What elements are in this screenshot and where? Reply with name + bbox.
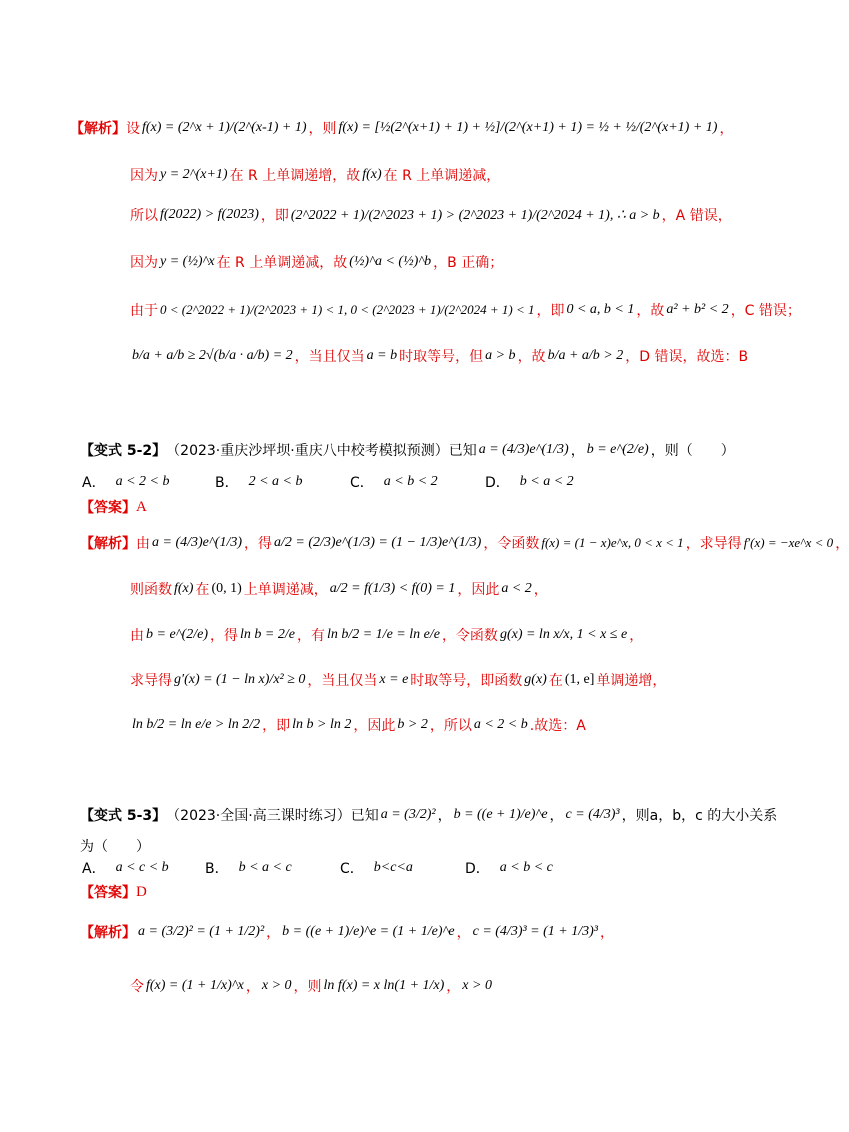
text: ，则 — [293, 979, 322, 995]
text: ，有 — [296, 628, 325, 644]
option-text: b < a < 2 — [519, 474, 574, 489]
text: 上单调递减， — [243, 582, 328, 598]
variant-5-2-stem — [80, 440, 735, 460]
text: ， — [719, 121, 734, 137]
formula: a/2 = (2/3)e^(1/3) = (1 − 1/3)e^(1/3) — [274, 535, 482, 550]
formula: g(x) = ln x/x, 1 < x ≤ e — [499, 627, 628, 642]
text: .故选：A — [529, 718, 586, 734]
option-label: D． — [485, 475, 510, 491]
formula: c = (4/3)³ = (1 + 1/3)³ — [472, 924, 598, 939]
answer-label: 【答案】 — [80, 885, 136, 901]
formula: x > 0 — [462, 978, 492, 993]
text: ， — [456, 925, 471, 941]
formula: ln b/2 = 1/e = ln e/e — [326, 627, 440, 642]
text: ，因此 — [353, 718, 396, 734]
formula: y = 2^(x+1) — [160, 167, 228, 182]
text: 在 R 上单调递减，故 — [216, 255, 348, 271]
formula: b/a + a/b ≥ 2√(b/a · a/b) = 2 — [132, 348, 293, 363]
text: ，故 — [636, 303, 665, 319]
variant-source: （2023·全国·高三课时练习）已知 — [166, 808, 379, 824]
text: ，令函数 — [483, 536, 540, 552]
text: ， — [549, 808, 564, 824]
option-text: a < c < b — [115, 860, 169, 875]
text: 设 — [126, 121, 140, 137]
option-label: A． — [82, 861, 106, 877]
text: 在 R 上单调递减， — [383, 168, 501, 184]
formula: 0 < a, b < 1 — [566, 302, 635, 317]
formula: x = e — [379, 672, 409, 687]
text: ， — [629, 628, 644, 644]
analysis-line-6 — [130, 346, 748, 366]
formula: a > b — [485, 348, 516, 363]
text: 在 — [548, 673, 563, 689]
analysis-line-5 — [130, 300, 801, 320]
formula: ln b/2 = ln e/e > ln 2/2 — [132, 717, 261, 732]
text: 所以 — [130, 208, 158, 224]
formula: x > 0 — [261, 978, 292, 993]
text: ，当且仅当 — [294, 349, 365, 365]
formula: (0, 1) — [211, 581, 242, 596]
option-b[interactable] — [205, 858, 294, 878]
option-label: B． — [215, 475, 239, 491]
formula: f(2022) > f(2023) — [160, 207, 259, 222]
text: ，则a，b，c 的大小关系 — [621, 808, 778, 824]
v52-analysis-line-1 — [80, 533, 849, 553]
formula: f(x) = (1 + 1/x)^x — [146, 978, 244, 993]
formula: b = e^(2/e) — [146, 627, 208, 642]
formula: a = (3/2)² = (1 + 1/2)² — [138, 924, 265, 939]
formula: ln b = 2/e — [240, 627, 295, 642]
v53-analysis-line-2 — [130, 976, 494, 996]
variant-source: （2023·重庆沙坪坝·重庆八中校考模拟预测）已知 — [166, 443, 477, 459]
v53-analysis-line-1 — [80, 922, 614, 942]
text: ，即 — [260, 208, 289, 224]
formula: f(x) = (1 − x)e^x, 0 < x < 1 — [541, 535, 684, 550]
text: ， — [600, 925, 614, 941]
text: ，D 错误，故选：B — [625, 349, 749, 365]
option-text: 2 < a < b — [248, 474, 303, 489]
formula: f(x) = [½(2^(x+1) + 1) + ½]/(2^(x+1) + 1) = ½ + ½/(2^(x+1) + 1) — [338, 120, 718, 135]
formula: b > 2 — [397, 717, 428, 732]
text: ，B 正确； — [433, 255, 504, 271]
variant-5-3-stem-cont — [80, 836, 150, 856]
option-a[interactable] — [82, 858, 171, 878]
text: ，得 — [244, 536, 272, 552]
analysis-label: 【解析】 — [80, 536, 136, 552]
text: ， — [245, 979, 260, 995]
formula: a/2 = f(1/3) < f(0) = 1 — [329, 581, 456, 596]
formula: g′(x) = (1 − ln x)/x² ≥ 0 — [174, 672, 306, 687]
text: 在 — [195, 582, 210, 598]
formula: y = (½)^x — [160, 254, 215, 269]
formula: ln b > ln 2 — [292, 717, 352, 732]
answer-value: A — [136, 498, 147, 515]
text: 由于 — [130, 303, 158, 319]
text: ，所以 — [429, 718, 472, 734]
formula: ln f(x) = x ln(1 + 1/x) — [323, 978, 445, 993]
formula: b = ((e + 1)/e)^e — [453, 807, 548, 822]
option-text: a < b < c — [499, 860, 553, 875]
formula: c = (4/3)³ — [565, 807, 620, 822]
formula: a = b — [366, 348, 398, 363]
formula: 0 < (2^2022 + 1)/(2^2023 + 1) < 1, 0 < (2^2023 + 1)/(2^2024 + 1) < 1 — [160, 302, 535, 317]
option-label: C． — [340, 861, 364, 877]
option-b[interactable] — [215, 472, 305, 492]
option-d[interactable] — [485, 472, 576, 492]
text: 时取等号，但 — [399, 349, 484, 365]
text: ， — [437, 808, 452, 824]
analysis-label: 【解析】 — [80, 925, 136, 941]
formula: g(x) — [524, 672, 547, 687]
answer-line — [80, 882, 147, 902]
formula: a² + b² < 2 — [666, 302, 729, 317]
option-label: B． — [205, 861, 229, 877]
formula: f(x) — [362, 167, 382, 182]
text: ， — [266, 925, 281, 941]
text: 则函数 — [130, 582, 172, 598]
variant-header: 【变式 5-3】 — [80, 808, 167, 824]
text: ，求导得 — [685, 536, 742, 552]
answer-line — [80, 497, 147, 517]
formula: b = ((e + 1)/e)^e = (1 + 1/e)^e — [282, 924, 455, 939]
option-label: D． — [465, 861, 490, 877]
text: 为（ ） — [80, 839, 150, 855]
text: ，当且仅当 — [307, 673, 378, 689]
text: 时取等号，即函数 — [410, 673, 523, 689]
text: 单调递增， — [596, 673, 667, 689]
option-text: b < a < c — [238, 860, 292, 875]
option-c[interactable] — [340, 858, 415, 878]
text: ， — [446, 979, 461, 995]
text: ，因此 — [457, 582, 500, 598]
formula: (1, e] — [564, 672, 595, 687]
formula: f(x) = (2^x + 1)/(2^(x-1) + 1) — [142, 120, 307, 135]
v52-analysis-line-5 — [130, 715, 586, 735]
option-a[interactable] — [82, 472, 171, 492]
v52-analysis-line-4 — [130, 670, 666, 690]
formula: a = (3/2)² — [380, 807, 436, 822]
text: ，C 错误； — [730, 303, 801, 319]
text: 由 — [136, 536, 150, 552]
option-label: C． — [350, 475, 374, 491]
analysis-line-4 — [130, 252, 503, 272]
text: ，即 — [262, 718, 291, 734]
text: 由 — [130, 628, 144, 644]
option-c[interactable] — [350, 472, 440, 492]
text: 求导得 — [130, 673, 172, 689]
formula: a = (4/3)e^(1/3) — [152, 535, 242, 550]
formula: b = e^(2/e) — [586, 442, 649, 457]
text: 在 R 上单调递增，故 — [229, 168, 361, 184]
v52-analysis-line-3 — [130, 625, 643, 645]
formula: f(x) — [174, 581, 194, 596]
formula: a = (4/3)e^(1/3) — [478, 442, 569, 457]
text: 令 — [130, 979, 144, 995]
text: ，A 错误， — [661, 208, 732, 224]
text: ，即 — [536, 303, 565, 319]
formula: f′(x) = −xe^x < 0 — [743, 535, 834, 550]
variant-header: 【变式 5-2】 — [80, 443, 167, 459]
analysis-line-3 — [130, 205, 732, 225]
option-d[interactable] — [465, 858, 555, 878]
text: ，故 — [517, 349, 546, 365]
answer-value: D — [136, 883, 147, 900]
option-text: b<c<a — [373, 860, 413, 875]
text: ， — [533, 582, 548, 598]
text: ，令函数 — [441, 628, 498, 644]
text: ， — [570, 443, 585, 459]
text: ，则 — [308, 121, 337, 137]
v52-analysis-line-2 — [130, 579, 548, 599]
text: 因为 — [130, 255, 158, 271]
formula: (½)^a < (½)^b — [349, 254, 432, 269]
variant-5-3-stem — [80, 805, 777, 825]
answer-label: 【答案】 — [80, 500, 136, 516]
text: 因为 — [130, 168, 158, 184]
option-text: a < b < 2 — [383, 474, 438, 489]
formula: a < 2 < b — [473, 717, 528, 732]
option-label: A． — [82, 475, 106, 491]
formula: (2^2022 + 1)/(2^2023 + 1) > (2^2023 + 1)/(2^2024 + 1), ∴ a > b — [290, 207, 660, 223]
analysis-line-2 — [130, 165, 500, 185]
text: ，得 — [210, 628, 238, 644]
text: ， — [835, 536, 849, 552]
option-text: a < 2 < b — [115, 474, 170, 489]
formula: b/a + a/b > 2 — [547, 348, 624, 363]
analysis-label: 【解析】 — [70, 121, 126, 137]
text: ，则（ ） — [650, 443, 735, 459]
formula: a < 2 — [501, 581, 532, 596]
analysis-line-1 — [70, 118, 733, 138]
